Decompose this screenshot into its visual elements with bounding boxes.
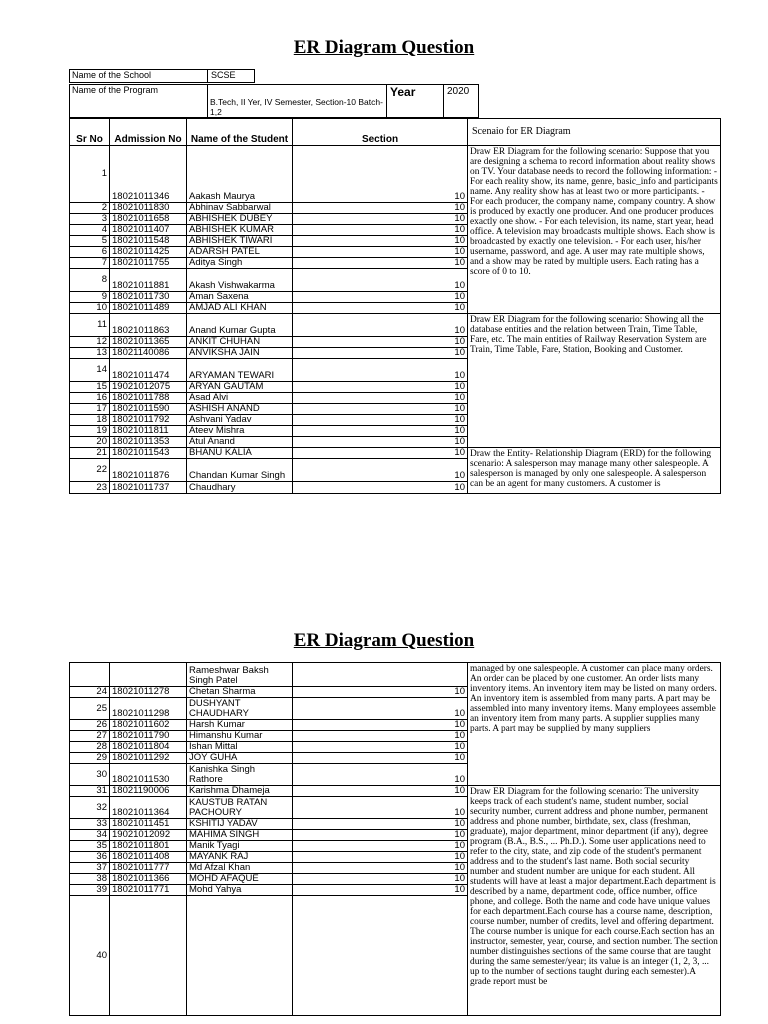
school-value: SCSE (207, 69, 255, 83)
admission-no-cell: 18021011407 (110, 225, 187, 236)
sr-no-cell: 13 (70, 348, 110, 359)
sr-no-cell: 34 (70, 830, 110, 841)
section-cell: 10 (293, 146, 468, 203)
program-value-text: B.Tech, II Yer, IV Semester, Section-10 Batch-1,2 (210, 97, 383, 117)
student-name-cell: DUSHYANT CHAUDHARY (187, 698, 293, 720)
admission-no-cell: 19021012092 (110, 830, 187, 841)
section-cell: 10 (293, 415, 468, 426)
sr-no-cell: 4 (70, 225, 110, 236)
student-name-cell: ABHISHEK KUMAR (187, 225, 293, 236)
student-name-cell: Aditya Singh (187, 258, 293, 269)
section-cell: 10 (293, 698, 468, 720)
admission-no-cell: 18021011755 (110, 258, 187, 269)
student-name-cell: ASHISH ANAND (187, 404, 293, 415)
admission-no-cell: 18021190006 (110, 786, 187, 797)
admission-no-cell: 18021011353 (110, 437, 187, 448)
sr-no-cell: 21 (70, 448, 110, 459)
table-row (70, 786, 721, 797)
section-cell: 10 (293, 830, 468, 841)
admission-no-cell: 18021011811 (110, 426, 187, 437)
header-sr-no: Sr No (70, 119, 110, 146)
section-cell: 10 (293, 720, 468, 731)
admission-no-cell: 18021011366 (110, 874, 187, 885)
sr-no-cell: 3 (70, 214, 110, 225)
section-cell: 10 (293, 852, 468, 863)
section-cell: 10 (293, 258, 468, 269)
sr-no-cell: 35 (70, 841, 110, 852)
sr-no-cell: 6 (70, 247, 110, 258)
program-label: Name of the Program (69, 84, 208, 118)
page-title: ER Diagram Question (293, 37, 475, 58)
page-title-2: ER Diagram Question (293, 630, 475, 651)
section-cell: 10 (293, 863, 468, 874)
admission-no-cell: 18021011292 (110, 753, 187, 764)
admission-no-cell: 18021011364 (110, 797, 187, 819)
admission-no-cell: 18021011365 (110, 337, 187, 348)
admission-no-cell: 18021011408 (110, 852, 187, 863)
student-name-cell: ARYAMAN TEWARI (187, 359, 293, 382)
admission-no-cell: 18021011658 (110, 214, 187, 225)
section-cell: 10 (293, 764, 468, 786)
sr-no-cell: 22 (70, 459, 110, 482)
sr-no-cell: 30 (70, 764, 110, 786)
sr-no-cell: 24 (70, 687, 110, 698)
admission-no-cell: 18021011451 (110, 819, 187, 830)
student-name-cell: KSHITIJ YADAV (187, 819, 293, 830)
section-cell: 10 (293, 786, 468, 797)
section-cell: 10 (293, 359, 468, 382)
student-name-cell: Rameshwar Baksh Singh Patel (187, 663, 293, 687)
section-cell: 10 (293, 337, 468, 348)
section-cell: 10 (293, 731, 468, 742)
admission-no-cell (110, 896, 187, 1016)
scenario-railway-reservation: Draw ER Diagram for the following scenario: Showing all the database entities and the relation between Train, Time Table, Fare, etc. The main entities of Railway Reservation System are Train, Time Table, Fare, Station, Booking and Customer. (468, 314, 721, 448)
sr-no-cell: 16 (70, 393, 110, 404)
section-cell: 10 (293, 687, 468, 698)
section-cell: 10 (293, 303, 468, 314)
student-name-cell: Asad Alvi (187, 393, 293, 404)
student-name-cell: ABHISHEK DUBEY (187, 214, 293, 225)
sr-no-cell: 29 (70, 753, 110, 764)
sr-no-cell: 19 (70, 426, 110, 437)
admission-no-cell: 18021011298 (110, 698, 187, 720)
sr-no-cell: 31 (70, 786, 110, 797)
header-scenario: Scenaio for ER Diagram (468, 119, 721, 146)
year-label: Year (386, 84, 444, 118)
section-cell: 10 (293, 292, 468, 303)
sr-no-cell: 32 (70, 797, 110, 819)
sr-no-cell: 5 (70, 236, 110, 247)
section-cell: 10 (293, 214, 468, 225)
scenario-salesperson-continued: managed by one salespeople. A customer can place many orders. An order can be placed by one customer. An order lists many inventory items. An inventory item may be listed on many orders. An inventory item is assembled from many parts. A part may be assembled into many inventory items. Many employees assemble an inventory item from many parts. A supplier supplies many parts. A part may be supplied by many suppliers (468, 663, 721, 786)
admission-no-cell: 18021011346 (110, 146, 187, 203)
student-name-cell: ABHISHEK TIWARI (187, 236, 293, 247)
table-row (70, 146, 721, 203)
section-cell: 10 (293, 742, 468, 753)
admission-no-cell: 18021011804 (110, 742, 187, 753)
student-name-cell: Anand Kumar Gupta (187, 314, 293, 337)
sr-no-cell: 18 (70, 415, 110, 426)
header-admission-no: Admission No (110, 119, 187, 146)
admission-no-cell: 18021011790 (110, 731, 187, 742)
sr-no-cell: 2 (70, 203, 110, 214)
student-name-cell: AMJAD ALI KHAN (187, 303, 293, 314)
sr-no-cell: 20 (70, 437, 110, 448)
section-cell: 10 (293, 874, 468, 885)
sr-no-cell: 7 (70, 258, 110, 269)
admission-no-cell: 18021011278 (110, 687, 187, 698)
sr-no-cell: 8 (70, 269, 110, 292)
student-name-cell: MAHIMA SINGH (187, 830, 293, 841)
sr-no-cell: 38 (70, 874, 110, 885)
student-name-cell: Atul Anand (187, 437, 293, 448)
admission-no-cell: 18021011777 (110, 863, 187, 874)
student-name-cell: Chandan Kumar Singh (187, 459, 293, 482)
header-section: Section (293, 119, 468, 146)
section-cell: 10 (293, 314, 468, 337)
student-name-cell: MOHD AFAQUE (187, 874, 293, 885)
sr-no-cell: 9 (70, 292, 110, 303)
sr-no-cell: 12 (70, 337, 110, 348)
admission-no-cell (110, 663, 187, 687)
student-name-cell: Ashvani Yadav (187, 415, 293, 426)
table-row (70, 448, 721, 459)
student-name-cell: Mohd Yahya (187, 885, 293, 896)
sr-no-cell: 14 (70, 359, 110, 382)
admission-no-cell: 18021011590 (110, 404, 187, 415)
admission-no-cell: 18021011801 (110, 841, 187, 852)
admission-no-cell: 18021011602 (110, 720, 187, 731)
admission-no-cell: 18021011792 (110, 415, 187, 426)
admission-no-cell: 18021011425 (110, 247, 187, 258)
section-cell: 10 (293, 203, 468, 214)
admission-no-cell: 18021011788 (110, 393, 187, 404)
student-name-cell: KAUSTUB RATAN PACHOURY (187, 797, 293, 819)
program-value (207, 84, 387, 118)
student-name-cell: Chetan Sharma (187, 687, 293, 698)
student-name-cell: Abhinav Sabbarwal (187, 203, 293, 214)
header-student-name: Name of the Student (187, 119, 293, 146)
admission-no-cell: 18021011730 (110, 292, 187, 303)
section-cell: 10 (293, 459, 468, 482)
student-name-cell: ARYAN GAUTAM (187, 382, 293, 393)
sr-no-cell: 26 (70, 720, 110, 731)
sr-no-cell: 40 (70, 896, 110, 1016)
admission-no-cell: 18021011876 (110, 459, 187, 482)
student-name-cell: Harsh Kumar (187, 720, 293, 731)
section-cell: 10 (293, 797, 468, 819)
section-cell: 10 (293, 236, 468, 247)
student-name-cell: Akash Vishwakarma (187, 269, 293, 292)
scenario-university: Draw ER Diagram for the following scenario: The university keeps track of each student's name, student number, social security number, current address and phone number, permanent address and phone number, birthdate, sex, class (freshman, graduate), major department, minor department (if any), degree program (B.A., B.S., ... Ph.D.). Some user applications need to refer to the city, state, and zip code of the student's permanent address and to the student's last name. Both social security number and student number are unique for each student. All students will have at least a major department.Each department is described by a name, department code, office number, office phone, and college. Both the name and code have unique values for each department.Each course has a course name, description, course number, number of credits, level and offering department. The course number is unique for each course.Each section has an instructor, semester, year, course, and section number. The section number distinguishes sections of the same course that are taught during the same semester/year; its value is an integer (1, 2, 3, ... up to the number of sections taught during each semester).A grade report must be (468, 786, 721, 1016)
section-cell: 10 (293, 404, 468, 415)
admission-no-cell: 18021011881 (110, 269, 187, 292)
section-cell (293, 663, 468, 687)
admission-no-cell: 18021011543 (110, 448, 187, 459)
sr-no-cell: 10 (70, 303, 110, 314)
school-label: Name of the School (69, 69, 208, 83)
scenario-salesperson: Draw the Entity- Relationship Diagram (ERD) for the following scenario: A salesperson may manage many other salespeople. A salesperson is managed by only one salespeople. A salesperson can be an agent for many customers. A customer is (468, 448, 721, 494)
section-cell (293, 896, 468, 1016)
student-name-cell: Ateev Mishra (187, 426, 293, 437)
sr-no-cell: 28 (70, 742, 110, 753)
admission-no-cell: 18021011548 (110, 236, 187, 247)
sr-no-cell: 17 (70, 404, 110, 415)
sr-no-cell: 37 (70, 863, 110, 874)
admission-no-cell: 18021011830 (110, 203, 187, 214)
student-name-cell: ADARSH PATEL (187, 247, 293, 258)
student-name-cell: Kanishka Singh Rathore (187, 764, 293, 786)
student-name-cell: Md Afzal Khan (187, 863, 293, 874)
roster-table-page2 (69, 662, 721, 1016)
student-name-cell: Manik Tyagi (187, 841, 293, 852)
section-cell: 10 (293, 393, 468, 404)
student-name-cell: MAYANK RAJ (187, 852, 293, 863)
table-row (70, 663, 721, 687)
roster-table-page1 (69, 118, 721, 494)
sr-no-cell: 23 (70, 482, 110, 494)
sr-no-cell: 33 (70, 819, 110, 830)
admission-no-cell: 19021012075 (110, 382, 187, 393)
section-cell: 10 (293, 437, 468, 448)
section-cell: 10 (293, 348, 468, 359)
student-name-cell: Aakash Maurya (187, 146, 293, 203)
section-cell: 10 (293, 247, 468, 258)
student-name-cell: JOY GUHA (187, 753, 293, 764)
student-name-cell: ANKIT CHUHAN (187, 337, 293, 348)
section-cell: 10 (293, 841, 468, 852)
section-cell: 10 (293, 448, 468, 459)
student-name-cell: ANVIKSHA JAIN (187, 348, 293, 359)
section-cell: 10 (293, 819, 468, 830)
student-name-cell (187, 896, 293, 1016)
student-name-cell: Ishan Mittal (187, 742, 293, 753)
admission-no-cell: 18021011737 (110, 482, 187, 494)
section-cell: 10 (293, 426, 468, 437)
admission-no-cell: 18021011771 (110, 885, 187, 896)
admission-no-cell: 18021140086 (110, 348, 187, 359)
section-cell: 10 (293, 269, 468, 292)
admission-no-cell: 18021011530 (110, 764, 187, 786)
section-cell: 10 (293, 225, 468, 236)
sr-no-cell: 27 (70, 731, 110, 742)
sr-no-cell: 39 (70, 885, 110, 896)
student-name-cell: Himanshu Kumar (187, 731, 293, 742)
admission-no-cell: 18021011474 (110, 359, 187, 382)
admission-no-cell: 18021011863 (110, 314, 187, 337)
sr-no-cell: 1 (70, 146, 110, 203)
student-name-cell: BHANU KALIA (187, 448, 293, 459)
section-cell: 10 (293, 753, 468, 764)
table-row (70, 314, 721, 337)
year-value: 2020 (443, 84, 479, 118)
sr-no-cell: 11 (70, 314, 110, 337)
section-cell: 10 (293, 885, 468, 896)
section-cell: 10 (293, 482, 468, 494)
section-cell: 10 (293, 382, 468, 393)
sr-no-cell: 15 (70, 382, 110, 393)
sr-no-cell: 25 (70, 698, 110, 720)
sr-no-cell: 36 (70, 852, 110, 863)
student-name-cell: Chaudhary (187, 482, 293, 494)
student-name-cell: Karishma Dhameja (187, 786, 293, 797)
scenario-reality-show: Draw ER Diagram for the following scenario: Suppose that you are designing a schema to record information about reality shows on TV. Your database needs to record the following information: - For each reality show, its name, genre, basic_info and participants name. Any reality show has at least two or more participants. - For each producer, the company name, company country. A show is produced by exactly one producer. And one producer produces exactly one show. - For each television, its name, start year, head office. A television may broadcasts multiple shows. Each show is broadcasted by exactly one television. - For each user, his/her username, password, and age. A user may rate multiple shows, and a show may be rated by multiple users. Each rating has a score of 0 to 10. (468, 146, 721, 314)
student-name-cell: Aman Saxena (187, 292, 293, 303)
sr-no-cell (70, 663, 110, 687)
admission-no-cell: 18021011489 (110, 303, 187, 314)
